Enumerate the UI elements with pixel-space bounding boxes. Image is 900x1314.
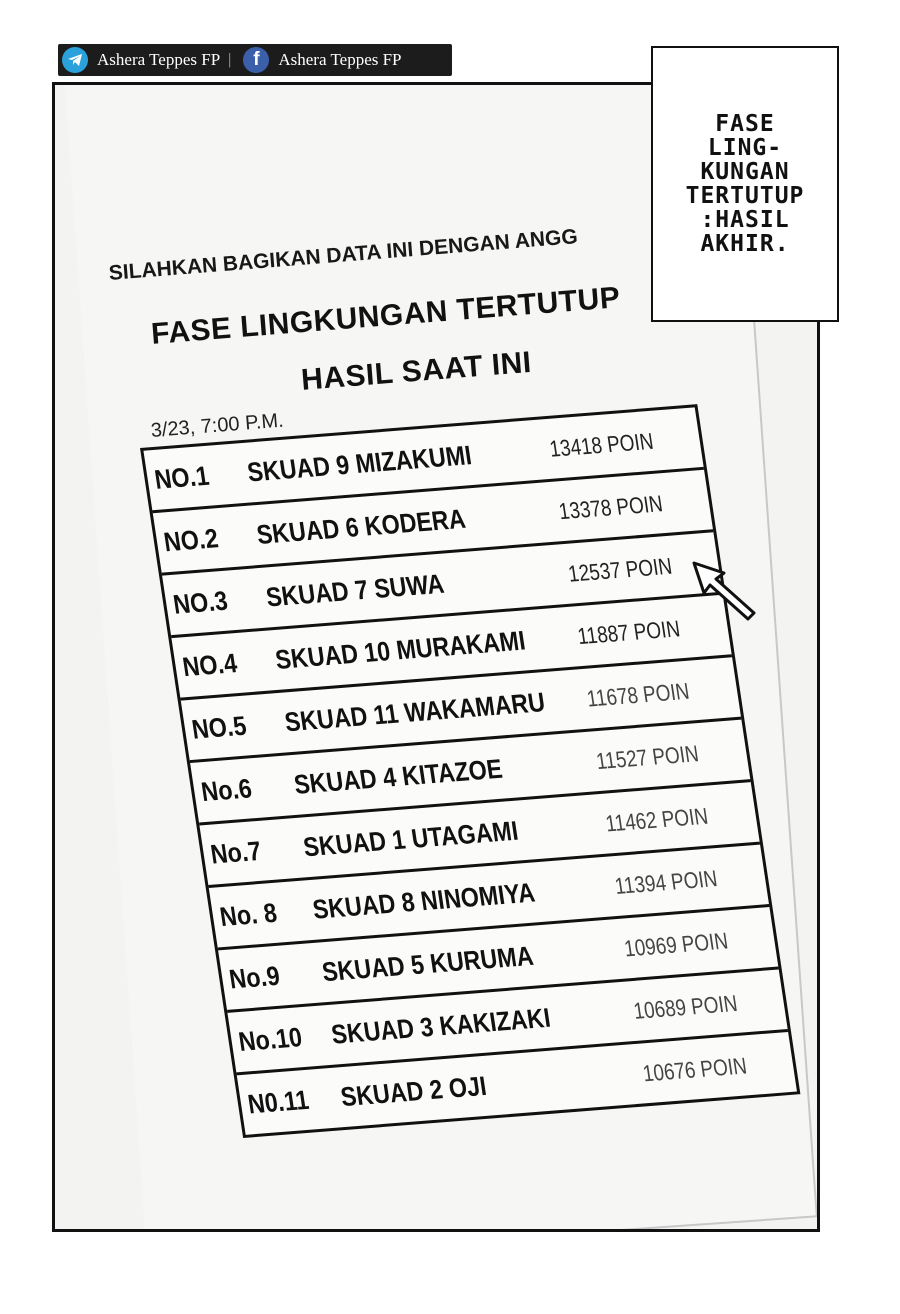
squad-name: SKUAD 5 KURUMA [319, 940, 536, 987]
squad-points: 10969 POIN [622, 927, 730, 961]
squad-points: 11462 POIN [603, 802, 710, 837]
facebook-name: Ashera Teppes FP [278, 50, 402, 69]
caption-line: AKHIR. [700, 231, 790, 257]
rank-number: No. 8 [217, 897, 279, 932]
squad-points: 11678 POIN [584, 677, 691, 712]
caption-line: KUNGAN [700, 159, 790, 185]
squad-name: SKUAD 9 MIZAKUMI [245, 439, 474, 488]
squad-points: 12537 POIN [566, 552, 674, 587]
rank-number: NO.1 [152, 460, 211, 495]
rank-number: NO.4 [180, 647, 239, 682]
caption-line: :HASIL [700, 207, 790, 233]
rank-number: No.10 [236, 1021, 304, 1057]
pointer-arrow-icon [690, 553, 760, 621]
rank-number: N0.11 [245, 1084, 311, 1119]
rank-number: NO.3 [171, 585, 230, 620]
facebook-icon: f [243, 47, 269, 73]
squad-name: SKUAD 2 OJI [338, 1070, 489, 1112]
rank-number: NO.2 [161, 522, 221, 557]
squad-points: 11394 POIN [612, 864, 719, 899]
squad-name: SKUAD 7 SUWA [263, 568, 446, 612]
sheet-intro: SILAHKAN BAGIKAN DATA INI DENGAN ANGG [108, 225, 579, 285]
social-credit-bar [58, 44, 452, 76]
ranking-table [140, 404, 800, 1138]
caption-line: LING- [707, 135, 783, 161]
squad-name: SKUAD 4 KITAZOE [291, 753, 505, 800]
credit-divider: | [228, 51, 232, 68]
rank-number: No.7 [208, 835, 264, 870]
facebook-credit[interactable] [239, 47, 401, 73]
telegram-name: Ashera Teppes FP [97, 50, 221, 69]
sheet-title: FASE LINGKUNGAN TERTUTUP [150, 281, 622, 351]
squad-name: SKUAD 11 WAKAMARU [282, 686, 547, 737]
rank-number: NO.5 [189, 710, 249, 745]
sheet-subtitle: HASIL SAAT INI [300, 345, 533, 397]
squad-name: SKUAD 3 KAKIZAKI [329, 1002, 553, 1050]
telegram-credit[interactable] [58, 47, 220, 73]
squad-points: 10689 POIN [631, 989, 739, 1024]
squad-points: 11887 POIN [575, 614, 682, 649]
squad-name: SKUAD 6 KODERA [254, 503, 468, 550]
caption-box [651, 46, 839, 322]
squad-points: 13418 POIN [547, 427, 655, 462]
caption-line: FASE [715, 111, 775, 137]
squad-name: SKUAD 8 NINOMIYA [310, 877, 537, 925]
caption-line: TERTUTUP [685, 183, 805, 209]
squad-points: 13378 POIN [556, 489, 665, 524]
sheet-date: 3/23, 7:00 P.M. [150, 409, 285, 442]
squad-name: SKUAD 1 UTAGAMI [301, 815, 521, 862]
squad-points: 11527 POIN [594, 739, 701, 774]
telegram-icon [62, 47, 88, 73]
rank-number: No.9 [227, 960, 282, 994]
squad-name: SKUAD 10 MURAKAMI [273, 625, 528, 675]
squad-points: 10676 POIN [640, 1051, 749, 1086]
rank-number: No.6 [199, 772, 254, 807]
